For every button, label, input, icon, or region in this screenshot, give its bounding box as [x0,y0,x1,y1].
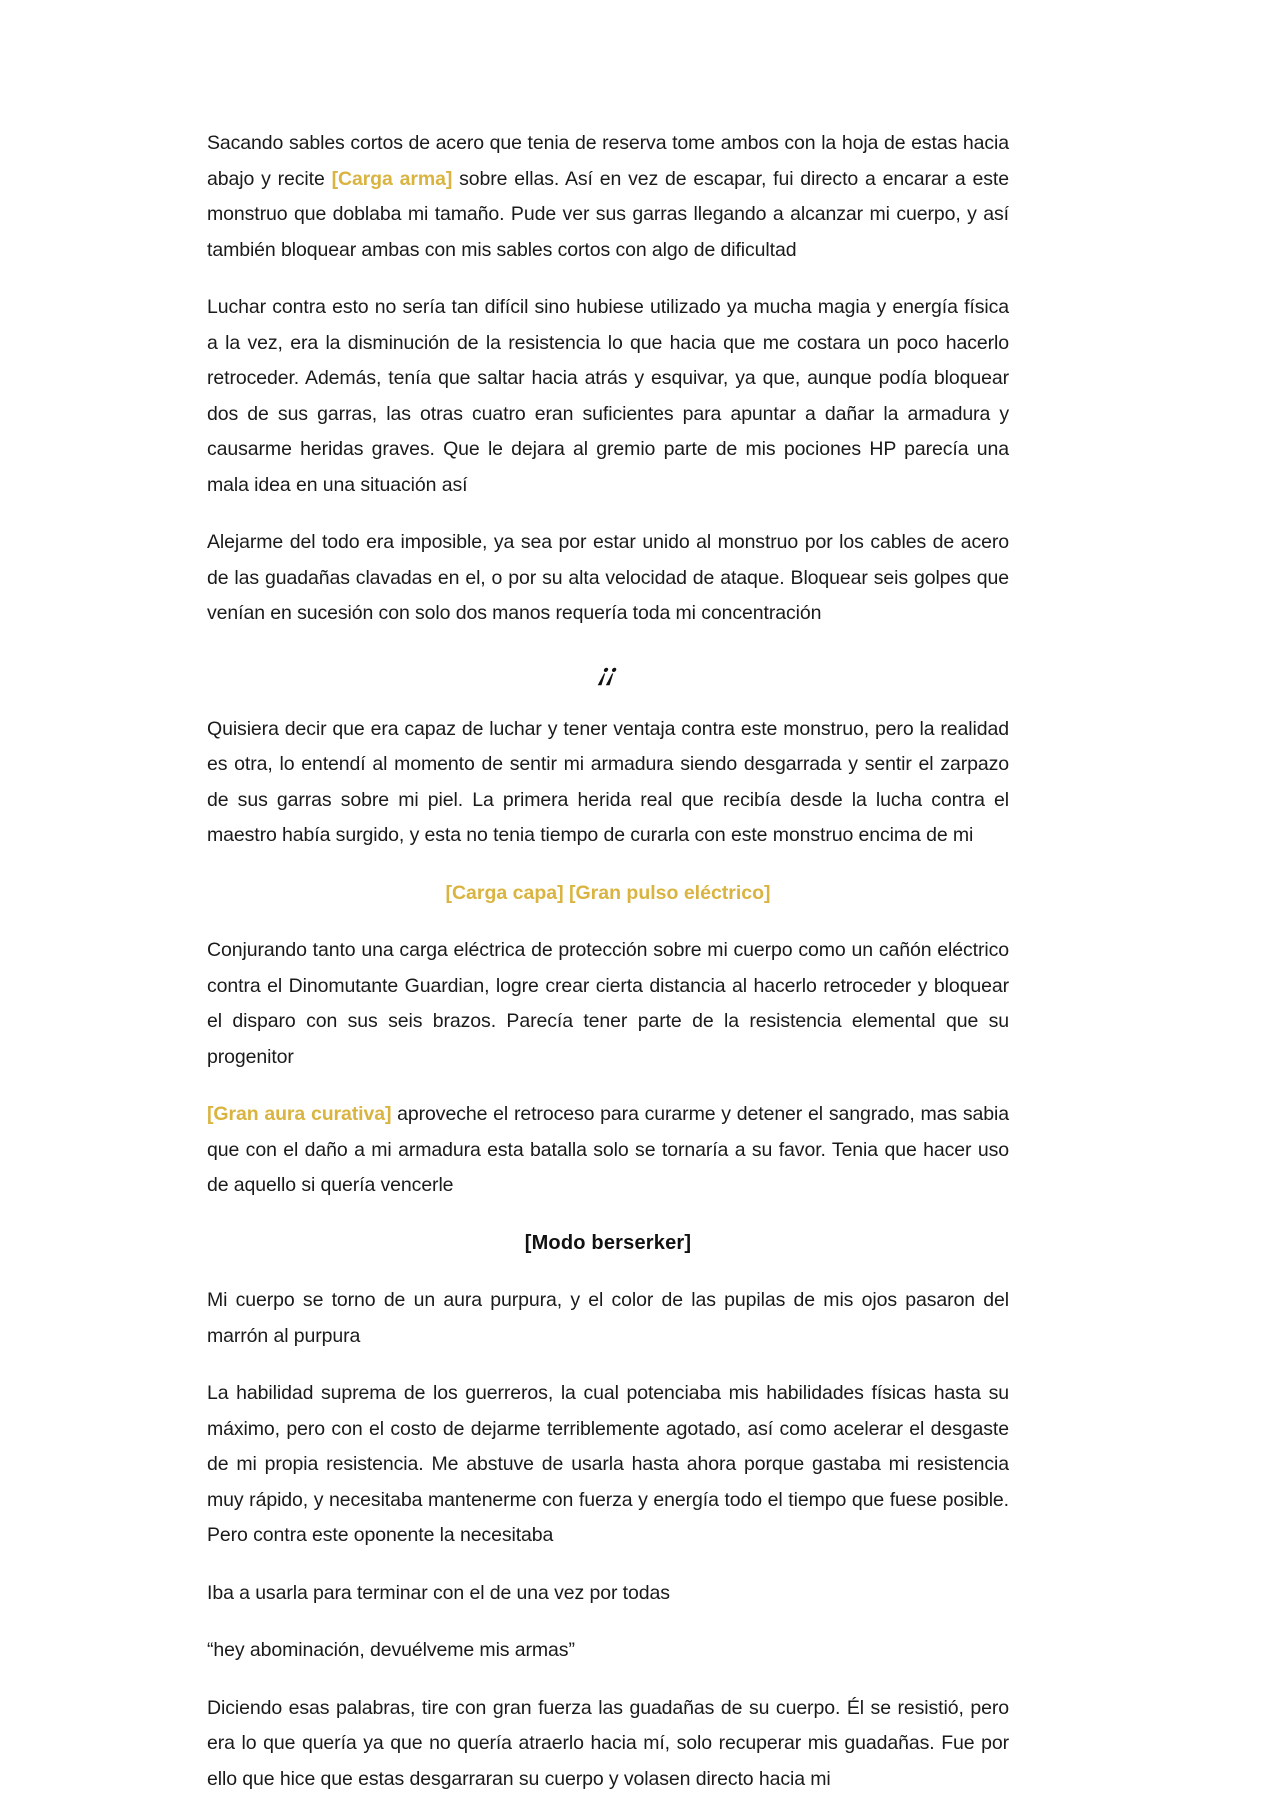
paragraph-text: Sacando sables cortos de acero que tenia de reserva tome ambos con la hoja de estas hacia abajo y recite [207,132,1009,190]
paragraph [207,933,1009,1075]
skill-tag: [Gran aura curativa] [207,1103,391,1125]
paragraph-text: Luchar contra esto no sería tan difícil sino hubiese utilizado ya mucha magia y energía física a la vez, era la disminución de la resistencia lo que hacia que me costara un poco hacerlo retroceder. Además, tenía que saltar hacia atrás y esquivar, ya que, aunque podía bloquear dos de sus garras, las otras cuatro eran suficientes para apuntar a dañar la armadura y causarme heridas graves. Que le dejara al gremio parte de mis pociones HP parecía una mala idea en una situación así [207,296,1009,496]
divider-mark: ¡¡ [595,654,620,690]
paragraph [207,1691,1009,1797]
paragraph [207,1097,1009,1204]
skill-tag: [Carga arma] [332,168,453,190]
paragraph-text: aproveche el retroceso para curarme y detener el sangrado, mas sabia que con el daño a mi armadura esta batalla solo se tornaría a su favor. Tenia que hacer uso de aquello si quería vencerle [207,1103,1009,1196]
paragraph-text: Alejarme del todo era imposible, ya sea por estar unido al monstruo por los cables de acero de las guadañas clavadas en el, o por su alta velocidad de ataque. Bloquear seis golpes que venían en sucesión con solo dos manos requería toda mi concentración [207,531,1009,624]
paragraph [207,525,1009,632]
paragraph-text: “hey abominación, devuélveme mis armas” [207,1639,575,1661]
paragraph [207,1283,1009,1354]
document-body [207,126,1009,1797]
paragraph-text: sobre ellas. Así en vez de escapar, fui directo a encarar a este monstruo que doblaba mi tamaño. Pude ver sus garras llegando a alcanzar mi cuerpo, y así también bloquear ambas con mis sables cortos con algo de dificultad [207,168,1009,261]
paragraph-text: Diciendo esas palabras, tire con gran fuerza las guadañas de su cuerpo. Él se resistió, pero era lo que quería ya que no quería atraerlo hacia mí, solo recuperar mis guadañas. Fue por ello que hice que estas desgarraran su cuerpo y volasen directo hacia mi [207,1697,1009,1790]
paragraph [207,290,1009,503]
scene-divider-glyph [207,654,1009,690]
paragraph-text: Iba a usarla para terminar con el de una vez por todas [207,1582,670,1604]
paragraph [207,1633,1009,1669]
paragraph-text: La habilidad suprema de los guerreros, la cual potenciaba mis habilidades físicas hasta su máximo, pero con el costo de dejarme terriblemente agotado, así como acelerar el desgaste de mi propia resistencia. Me abstuve de usarla hasta ahora porque gastaba mi resistencia muy rápido, y necesitaba mantenerme con fuerza y energía todo el tiempo que fuese posible. Pero contra este oponente la necesitaba [207,1382,1009,1546]
paragraph-text: Conjurando tanto una carga eléctrica de protección sobre mi cuerpo como un cañón eléctrico contra el Dinomutante Guardian, logre crear cierta distancia al hacerlo retroceder y bloquear el disparo con sus seis brazos. Parecía tener parte de la resistencia elemental que su progenitor [207,939,1009,1068]
paragraph [207,126,1009,268]
paragraph [207,712,1009,854]
paragraph [207,1576,1009,1612]
paragraph-text: Quisiera decir que era capaz de luchar y tener ventaja contra este monstruo, pero la realidad es otra, lo entendí al momento de sentir mi armadura siendo desgarrada y sentir el zarpazo de sus garras sobre mi piel. La primera herida real que recibía desde la lucha contra el maestro había surgido, y esta no tenia tiempo de curarla con este monstruo encima de mi [207,718,1009,847]
paragraph-text: Mi cuerpo se torno de un aura purpura, y el color de las pupilas de mis ojos pasaron del marrón al purpura [207,1289,1009,1347]
paragraph [207,1376,1009,1554]
mode-heading: [Modo berserker] [207,1226,1009,1262]
skill-heading: [Carga capa] [Gran pulso eléctrico] [207,876,1009,912]
